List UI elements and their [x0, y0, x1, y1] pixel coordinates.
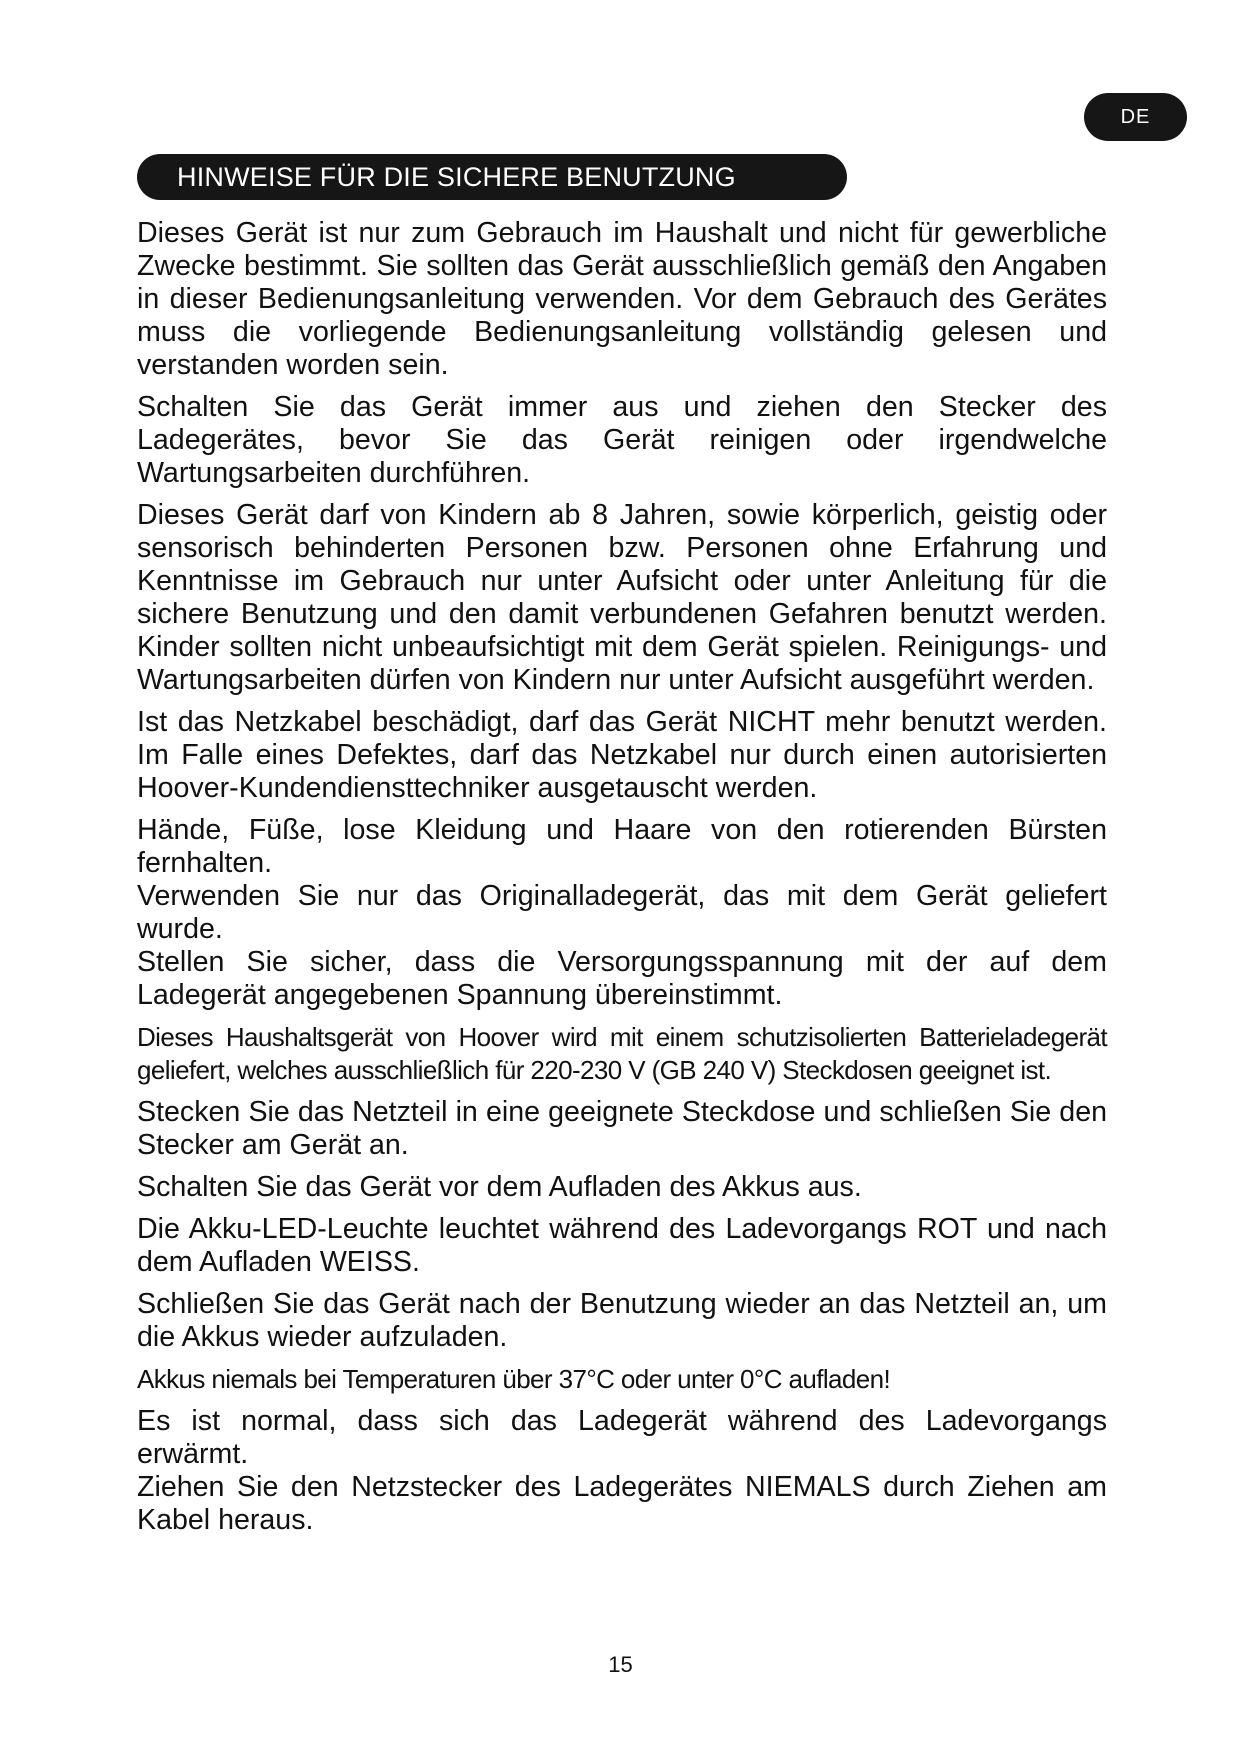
paragraph-household-use: Dieses Gerät ist nur zum Gebrauch im Haushalt und nicht für gewerbliche Zwecke bestimmt. Sie sollten das Gerät ausschließlich gemäß den Angaben in dieser Bedienungsanleitung verwenden. Vor dem Gebrauch des Gerätes muss die vorliegende Bedienungsanleitung vollständig gelesen und verstanden worden sein.	[137, 217, 1107, 381]
paragraph-led: Die Akku-LED-Leuchte leuchtet während des Ladevorgangs ROT und nach dem Aufladen WEISS.	[137, 1213, 1107, 1278]
paragraph-switch-off: Schalten Sie das Gerät immer aus und ziehen den Stecker des Ladegerätes, bevor Sie das Gerät reinigen oder irgendwelche Wartungsarbeiten durchführen.	[137, 391, 1107, 489]
section-heading: HINWEISE FÜR DIE SICHERE BENUTZUNG	[137, 154, 847, 200]
paragraph-damaged-cable: Ist das Netzkabel beschädigt, darf das Gerät NICHT mehr benutzt werden. Im Falle eines Defektes, darf das Netzkabel nur durch einen autorisierten Hoover-Kundendiensttechniker ausgetauscht werden.	[137, 706, 1107, 804]
language-badge: DE	[1084, 93, 1187, 141]
paragraph-switch-off-before-charging: Schalten Sie das Gerät vor dem Aufladen des Akkus aus.	[137, 1171, 862, 1203]
paragraph-voltage: Stellen Sie sicher, dass die Versorgungsspannung mit der auf dem Ladegerät angegebenen Spannung übereinstimmt.	[137, 946, 1107, 1011]
paragraph-reconnect: Schließen Sie das Gerät nach der Benutzung wieder an das Netzteil an, um die Akkus wieder aufzuladen.	[137, 1288, 1107, 1353]
paragraph-charger-warm: Es ist normal, dass sich das Ladegerät während des Ladevorgangs erwärmt.	[137, 1405, 1107, 1470]
paragraph-unplug: Ziehen Sie den Netzstecker des Ladegerätes NIEMALS durch Ziehen am Kabel heraus.	[137, 1471, 1107, 1536]
paragraph-plug-in: Stecken Sie das Netzteil in eine geeignete Steckdose und schließen Sie den Stecker am Gerät an.	[137, 1096, 1107, 1161]
paragraph-rotating-brushes: Hände, Füße, lose Kleidung und Haare von den rotierenden Bürsten fernhalten.	[137, 814, 1107, 879]
paragraph-insulated-charger: Dieses Haushaltsgerät von Hoover wird mit einem schutzisolierten Batterieladegerät geliefert, welches ausschließlich für 220-230 V (GB 240 V) Steckdosen geeignet ist.	[137, 1022, 1107, 1085]
safety-instructions	[137, 217, 1107, 1537]
page-number: 15	[608, 1652, 633, 1677]
paragraph-temperature: Akkus niemals bei Temperaturen über 37°C oder unter 0°C aufladen!	[137, 1364, 891, 1394]
paragraph-original-charger: Verwenden Sie nur das Originalladegerät, das mit dem Gerät geliefert wurde.	[137, 880, 1107, 945]
paragraph-children: Dieses Gerät darf von Kindern ab 8 Jahren, sowie körperlich, geistig oder sensorisch behinderten Personen bzw. Personen ohne Erfahrung und Kenntnisse im Gebrauch nur unter Aufsicht oder unter Anleitung für die sichere Benutzung und den damit verbundenen Gefahren benutzt werden. Kinder sollten nicht unbeaufsichtigt mit dem Gerät spielen. Reinigungs- und Wartungsarbeiten dürfen von Kindern nur unter Aufsicht ausgeführt werden.	[137, 499, 1107, 696]
